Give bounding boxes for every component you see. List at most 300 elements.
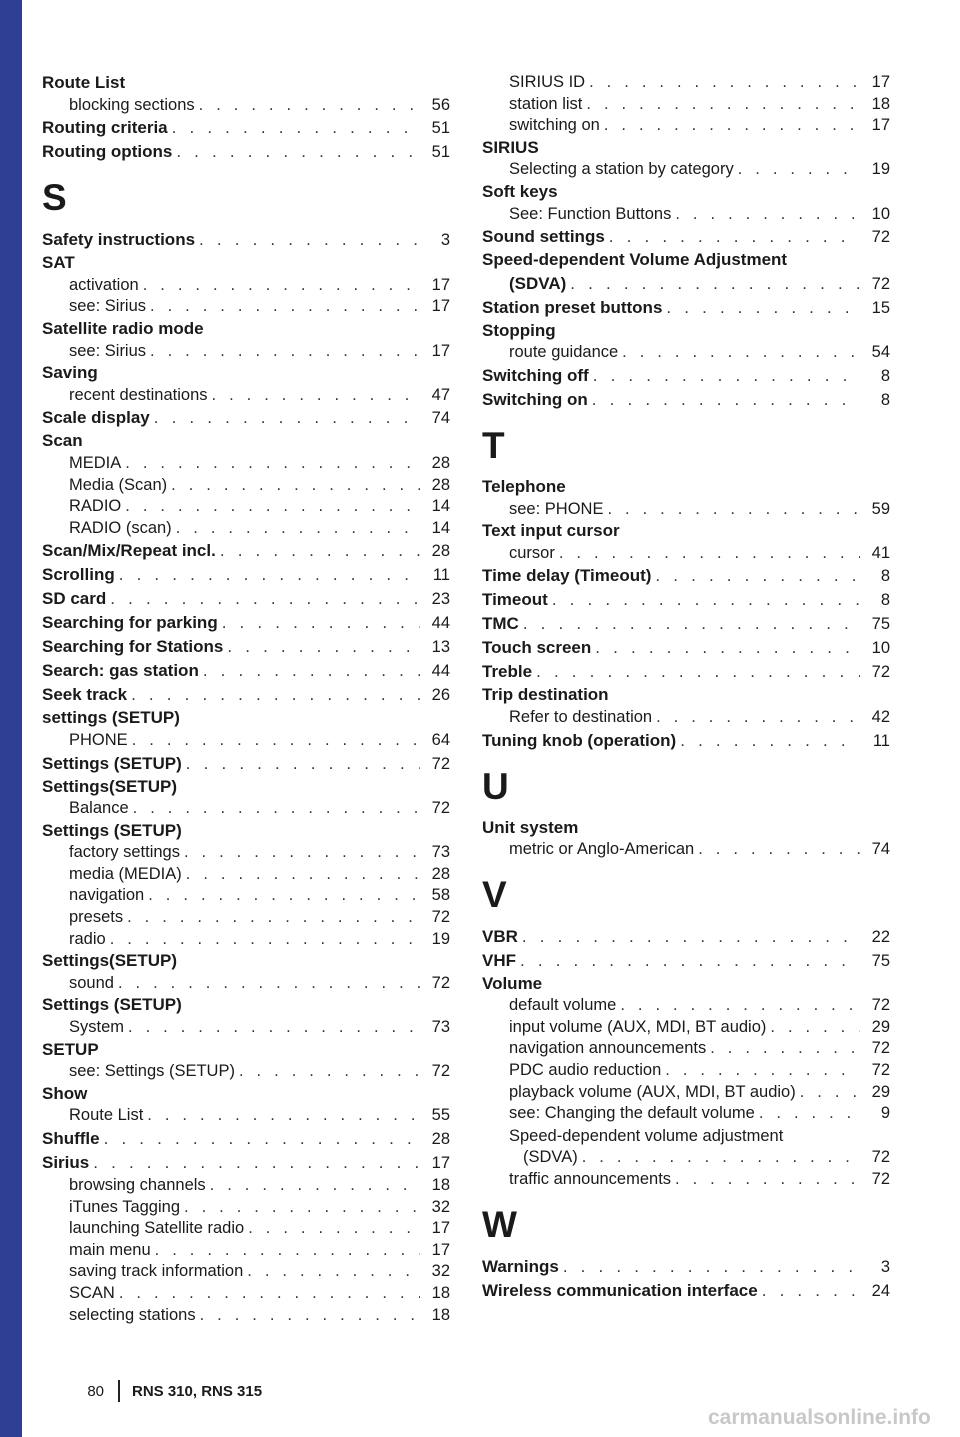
entry-label: Scale display [42, 408, 150, 428]
index-entry[interactable] [42, 1283, 450, 1305]
dot-leader [675, 1169, 860, 1191]
dot-leader [239, 1061, 420, 1083]
dot-leader [770, 1017, 860, 1039]
dot-leader [131, 683, 420, 707]
entry-label: Time delay (Timeout) [482, 566, 652, 586]
dot-leader [595, 636, 860, 660]
index-entry[interactable] [482, 588, 890, 612]
page-ref: 41 [871, 543, 890, 562]
dot-leader [247, 1261, 420, 1283]
entry-label: see: Settings (SETUP) [69, 1062, 235, 1081]
entry-label: Timeout [482, 590, 548, 610]
dot-leader [143, 275, 420, 297]
page-ref: 72 [871, 228, 890, 247]
index-entry[interactable] [482, 388, 890, 412]
index-entry[interactable] [482, 564, 890, 588]
index-entry[interactable] [42, 1017, 450, 1039]
page-ref: 18 [431, 1283, 450, 1302]
footer-divider [118, 1380, 120, 1402]
dot-leader [125, 453, 420, 475]
dot-leader [563, 1255, 860, 1279]
page-ref: 72 [871, 1148, 890, 1167]
entry-label: PDC audio reduction [509, 1061, 662, 1080]
index-heading: Scan [42, 431, 83, 451]
page-footer [84, 1380, 262, 1402]
page-ref: 28 [431, 542, 450, 561]
entry-label: activation [69, 275, 139, 294]
entry-label: radio [69, 929, 106, 948]
dot-leader [248, 1218, 420, 1240]
index-heading: Settings(SETUP) [42, 951, 178, 971]
page-ref: 29 [871, 1017, 890, 1036]
entry-label: Sirius [42, 1153, 90, 1172]
page-ref: 17 [431, 275, 450, 294]
entry-label: default volume [509, 996, 617, 1015]
index-entry[interactable] [42, 864, 450, 886]
entry-label: metric or Anglo-American [509, 840, 695, 859]
entry-label: Selecting a station by category [509, 160, 734, 179]
dot-leader [800, 1082, 860, 1104]
index-heading: Telephone [482, 476, 566, 496]
entry-label: SD card [42, 589, 107, 609]
entry-label: Searching for parking [42, 613, 218, 633]
entry-label: RADIO [69, 497, 122, 516]
index-letter-heading: V [482, 873, 507, 915]
entry-label: switching on [509, 116, 600, 135]
index-entry[interactable] [42, 539, 450, 563]
entry-label: TMC [482, 614, 519, 634]
page-ref: 17 [431, 1154, 450, 1172]
index-heading: Show [42, 1083, 88, 1103]
dot-leader [570, 272, 860, 296]
index-entry[interactable] [482, 543, 890, 565]
page-ref: 3 [440, 231, 450, 250]
entry-label: see: PHONE [509, 499, 604, 518]
page-ref: 42 [871, 707, 890, 726]
index-entry[interactable] [42, 1105, 450, 1127]
entry-label: VBR [482, 926, 518, 946]
entry-label: factory settings [69, 843, 180, 862]
dot-leader [666, 296, 860, 320]
dot-leader [118, 973, 420, 995]
index-entry[interactable] [482, 225, 890, 249]
dot-leader [552, 588, 860, 612]
index-heading: Speed-dependent Volume Adjustment [482, 250, 788, 270]
index-heading: settings (SETUP) [42, 708, 180, 728]
dot-leader [200, 1305, 420, 1327]
dot-leader [609, 225, 860, 249]
dot-leader [93, 1151, 420, 1175]
page-ref: 3 [880, 1257, 890, 1276]
index-entry[interactable] [482, 94, 890, 116]
entry-label: RADIO (scan) [69, 518, 172, 537]
index-entry[interactable] [42, 228, 450, 252]
page-ref: 75 [871, 951, 890, 970]
entry-label: Route List [69, 1106, 144, 1125]
index-entry[interactable] [42, 659, 450, 683]
entry-label: Balance [69, 799, 129, 818]
page-ref: 14 [431, 518, 450, 537]
page-ref: 17 [871, 116, 890, 135]
dot-leader [589, 72, 860, 94]
dot-leader [665, 1060, 860, 1082]
dot-leader [150, 341, 420, 363]
page-ref: 32 [431, 1262, 450, 1281]
index-entry[interactable] [42, 683, 450, 707]
index-entry[interactable] [42, 1151, 450, 1175]
index-entry[interactable] [42, 116, 450, 140]
index-entry[interactable] [42, 563, 450, 587]
page-ref: 28 [431, 453, 450, 472]
dot-leader [119, 563, 420, 587]
dot-leader [176, 140, 420, 164]
dot-leader [155, 1240, 420, 1262]
dot-leader [119, 1283, 420, 1305]
index-heading: Saving [42, 363, 98, 383]
page-ref: 17 [871, 73, 890, 91]
index-entry[interactable] [482, 296, 890, 320]
index-entry[interactable] [482, 364, 890, 388]
entry-label: launching Satellite radio [69, 1219, 245, 1238]
page-ref: 10 [871, 204, 890, 223]
dot-leader [582, 1147, 860, 1169]
entry-label: station list [509, 94, 583, 113]
entry-label: Treble [482, 662, 533, 682]
entry-label: SIRIUS ID [509, 73, 586, 91]
dot-leader [199, 95, 420, 117]
page-ref: 72 [871, 1061, 890, 1080]
page-ref: 74 [431, 409, 450, 428]
page-ref: 17 [431, 297, 450, 316]
dot-leader [604, 115, 860, 137]
entry-label: Search: gas station [42, 661, 199, 681]
index-entry[interactable] [482, 1147, 890, 1169]
index-entry[interactable] [42, 587, 450, 611]
page-ref: 28 [431, 864, 450, 883]
dot-leader [536, 660, 860, 684]
index-entry[interactable] [42, 1197, 450, 1219]
page-ref: 13 [431, 638, 450, 657]
dot-leader [559, 543, 860, 565]
page-ref: 18 [431, 1176, 450, 1194]
watermark: carmanualsonline.info [708, 1406, 931, 1429]
index-entry[interactable] [42, 730, 450, 752]
entry-label: Routing options [42, 142, 173, 162]
index-entry[interactable] [482, 1103, 890, 1125]
index-entry[interactable] [42, 1305, 450, 1327]
entry-label: cursor [509, 543, 555, 562]
dot-leader [680, 729, 860, 753]
index-letter-heading: S [42, 177, 67, 219]
dot-leader [227, 635, 420, 659]
index-entry[interactable] [42, 885, 450, 907]
index-entry[interactable] [482, 1017, 890, 1039]
entry-label: Switching off [482, 365, 589, 385]
dot-leader [203, 659, 420, 683]
dot-leader [738, 159, 860, 181]
page-ref: 8 [880, 366, 890, 385]
page-number: 80 [87, 1382, 104, 1400]
page-ref: 11 [872, 731, 890, 750]
index-entry[interactable] [42, 842, 450, 864]
index-heading: Speed-dependent volume adjustment [509, 1126, 784, 1145]
dot-leader [125, 496, 420, 518]
dot-leader [148, 885, 420, 907]
index-entry[interactable] [42, 973, 450, 995]
index-entry[interactable] [42, 929, 450, 951]
index-entry[interactable] [42, 341, 450, 363]
page-ref: 18 [871, 94, 890, 113]
index-entry[interactable] [482, 1082, 890, 1104]
page-ref: 17 [431, 1219, 450, 1238]
page-ref: 72 [431, 1062, 450, 1081]
index-letter-heading: W [482, 1203, 517, 1245]
page-ref: 51 [431, 143, 450, 162]
entry-label: see: Sirius [69, 297, 147, 316]
index-heading: Unit system [482, 817, 579, 837]
index-entry[interactable] [42, 1175, 450, 1197]
dot-leader [127, 907, 420, 929]
dot-leader [622, 342, 860, 364]
index-entry[interactable] [42, 453, 450, 475]
dot-leader [592, 388, 860, 412]
index-heading: Volume [482, 973, 543, 993]
page-ref: 51 [431, 119, 450, 138]
index-entry[interactable] [42, 1240, 450, 1262]
page-ref: 29 [871, 1082, 890, 1101]
entry-label: Safety instructions [42, 230, 196, 250]
index-entry[interactable] [482, 949, 890, 973]
index-entry[interactable] [482, 72, 890, 94]
dot-leader [133, 798, 420, 820]
dot-leader [154, 406, 420, 430]
entry-label: Touch screen [482, 638, 592, 658]
page-ref: 56 [431, 95, 450, 114]
entry-label: saving track information [69, 1262, 244, 1281]
dot-leader [710, 1038, 860, 1060]
dot-leader [210, 1175, 420, 1197]
index-entry[interactable] [42, 907, 450, 929]
index-entry[interactable] [482, 995, 890, 1017]
entry-label: route guidance [509, 343, 619, 362]
entry-label: Seek track [42, 685, 128, 705]
dot-leader [184, 842, 420, 864]
page-ref: 11 [432, 566, 450, 585]
index-entry[interactable] [42, 275, 450, 297]
index-heading: SETUP [42, 1039, 99, 1059]
page-ref: 44 [431, 662, 450, 681]
page-ref: 22 [871, 927, 890, 946]
index-entry[interactable] [482, 499, 890, 521]
index-heading: Settings(SETUP) [42, 776, 178, 796]
entry-label: sound [69, 973, 114, 992]
index-entry[interactable] [482, 1255, 890, 1279]
index-entry[interactable] [42, 475, 450, 497]
entry-label: MEDIA [69, 453, 122, 472]
entry-label: iTunes Tagging [69, 1197, 180, 1216]
entry-label: VHF [482, 950, 516, 970]
index-entry[interactable] [42, 385, 450, 407]
index-entry[interactable] [42, 798, 450, 820]
index-entry[interactable] [482, 729, 890, 753]
index-entry[interactable] [482, 159, 890, 181]
dot-leader [186, 752, 420, 776]
index-entry[interactable] [42, 496, 450, 518]
dot-leader [110, 929, 420, 951]
index-entry[interactable] [482, 636, 890, 660]
page-ref: 73 [431, 843, 450, 862]
index-entry[interactable] [42, 635, 450, 659]
dot-leader [212, 385, 420, 407]
entry-label: input volume (AUX, MDI, BT audio) [509, 1017, 767, 1036]
index-entry[interactable] [42, 611, 450, 635]
entry-label: Shuffle [42, 1129, 100, 1148]
index-entry[interactable] [482, 925, 890, 949]
index-entry[interactable] [482, 707, 890, 729]
dot-leader [132, 730, 420, 752]
dot-leader [222, 611, 420, 635]
dot-leader [523, 612, 860, 636]
index-entry[interactable] [42, 518, 450, 540]
dot-leader [656, 707, 860, 729]
dot-leader [522, 925, 860, 949]
dot-leader [150, 296, 420, 318]
page-ref: 72 [871, 1170, 890, 1189]
index-entry[interactable] [482, 204, 890, 226]
page-ref: 9 [880, 1104, 890, 1123]
index-letter-heading: U [482, 765, 509, 807]
page-ref: 15 [871, 298, 890, 317]
index-entry[interactable] [482, 1060, 890, 1082]
page-ref: 28 [431, 475, 450, 494]
dot-leader [199, 228, 420, 252]
index-heading: SAT [42, 253, 75, 273]
entry-label: Station preset buttons [482, 297, 663, 317]
page-ref: 44 [431, 614, 450, 633]
page-ref: 28 [431, 1130, 450, 1148]
entry-label: Scrolling [42, 565, 115, 585]
index-entry[interactable] [482, 612, 890, 636]
entry-label: navigation announcements [509, 1039, 707, 1058]
dot-leader [762, 1279, 860, 1303]
entry-label: traffic announcements [509, 1170, 672, 1189]
dot-leader [620, 995, 860, 1017]
index-heading: SIRIUS [482, 137, 539, 157]
entry-label: playback volume (AUX, MDI, BT audio) [509, 1082, 796, 1101]
index-entry[interactable] [42, 1218, 450, 1240]
dot-leader [520, 949, 860, 973]
page-ref: 72 [871, 996, 890, 1015]
entry-label: System [69, 1018, 125, 1037]
page-ref: 47 [431, 385, 450, 404]
page-ref: 23 [431, 590, 450, 609]
index-entry[interactable] [42, 95, 450, 117]
index-heading: Soft keys [482, 181, 558, 201]
page-ref: 72 [431, 754, 450, 773]
index-entry[interactable] [482, 839, 890, 861]
page-ref: 14 [431, 497, 450, 516]
index-heading: Settings (SETUP) [42, 820, 182, 840]
page-ref: 8 [880, 591, 890, 610]
entry-label: Tuning knob (operation) [482, 730, 677, 750]
entry-label: PHONE [69, 730, 128, 749]
dot-leader [586, 94, 860, 116]
index-letter-heading: T [482, 424, 505, 466]
index-heading: Route List [42, 73, 126, 92]
dot-leader [172, 116, 420, 140]
index-entry[interactable] [42, 1127, 450, 1151]
index-entry[interactable] [42, 140, 450, 164]
dot-leader [759, 1103, 860, 1125]
dot-leader [128, 1017, 420, 1039]
page-ref: 72 [871, 274, 890, 293]
dot-leader [698, 839, 860, 861]
dot-leader [104, 1127, 420, 1151]
entry-label: Wireless communication interface [482, 1280, 758, 1300]
page-edge-bar [0, 0, 22, 1437]
entry-label: selecting stations [69, 1305, 196, 1324]
entry-label: browsing channels [69, 1176, 206, 1194]
index-column-right [482, 72, 890, 1303]
index-entry[interactable] [482, 660, 890, 684]
index-entry[interactable] [42, 1261, 450, 1283]
dot-leader [186, 864, 420, 886]
dot-leader [176, 518, 420, 540]
index-heading: Text input cursor [482, 521, 620, 541]
entry-label: Settings (SETUP) [42, 753, 182, 773]
dot-leader [607, 499, 860, 521]
index-entry[interactable] [482, 1279, 890, 1303]
index-heading: Stopping [482, 320, 556, 340]
page-ref: 32 [431, 1197, 450, 1216]
index-entry[interactable] [482, 342, 890, 364]
entry-label: main menu [69, 1240, 151, 1259]
index-entry[interactable] [42, 296, 450, 318]
page-ref: 72 [431, 973, 450, 992]
page-ref: 72 [431, 799, 450, 818]
index-entry[interactable] [42, 406, 450, 430]
page-ref: 8 [880, 567, 890, 586]
index-entry[interactable] [482, 272, 890, 296]
entry-label: (SDVA) [509, 273, 567, 293]
index-entry[interactable] [42, 1061, 450, 1083]
dot-leader [655, 564, 860, 588]
page-ref: 64 [431, 730, 450, 749]
index-heading: Trip destination [482, 685, 609, 705]
entry-label: Refer to destination [509, 707, 653, 726]
page-ref: 17 [431, 341, 450, 360]
page-ref: 26 [431, 686, 450, 705]
model-label: RNS 310, RNS 315 [132, 1382, 263, 1400]
dot-leader [171, 475, 420, 497]
dot-leader [220, 539, 420, 563]
entry-label: see: Changing the default volume [509, 1104, 755, 1123]
entry-label: media (MEDIA) [69, 864, 182, 883]
index-entry[interactable] [482, 1038, 890, 1060]
page-ref: 17 [431, 1240, 450, 1259]
index-entry[interactable] [482, 115, 890, 137]
entry-label: Warnings [482, 1256, 559, 1276]
index-entry[interactable] [42, 752, 450, 776]
page-ref: 59 [871, 499, 890, 518]
index-column-left [42, 72, 450, 1326]
index-heading: Settings (SETUP) [42, 995, 182, 1015]
page-ref: 75 [871, 615, 890, 634]
index-heading: Satellite radio mode [42, 318, 204, 338]
page-ref: 74 [871, 840, 890, 859]
index-entry[interactable] [482, 1169, 890, 1191]
page-ref: 73 [431, 1018, 450, 1037]
